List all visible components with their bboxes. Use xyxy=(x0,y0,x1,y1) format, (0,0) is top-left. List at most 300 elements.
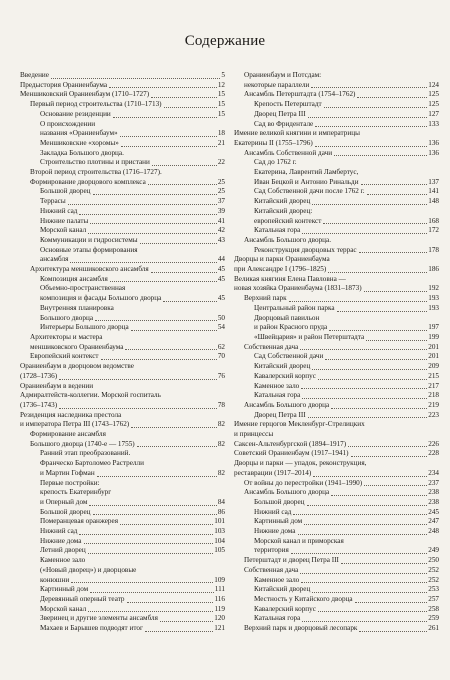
toc-entry-page: 15 xyxy=(217,109,225,118)
toc-entry-title: Европейский контекст xyxy=(30,352,99,361)
dot-leader xyxy=(300,572,427,574)
toc-entry-title: («Новый дворец») и дворцовые xyxy=(40,565,137,574)
toc-entry xyxy=(20,411,225,421)
toc-entry-title: новая хозяйка Ораниенбаума (1831–1873) xyxy=(234,284,362,293)
dot-leader xyxy=(51,77,220,79)
toc-entry xyxy=(20,401,225,411)
toc-entry-page: 121 xyxy=(214,624,225,633)
toc-entry xyxy=(234,614,439,624)
dot-leader xyxy=(97,475,217,477)
dot-leader xyxy=(291,552,427,554)
toc-entry-title: Кавалерский корпус xyxy=(254,604,316,613)
toc-entry-title: Меншиковские «хоромы» xyxy=(40,138,119,147)
toc-entry-title: Сад до 1762 г. xyxy=(254,158,297,167)
toc-entry-page: 141 xyxy=(428,187,439,196)
page-title: Содержание xyxy=(184,33,266,49)
toc-entry-page: 105 xyxy=(214,546,225,555)
dot-leader xyxy=(359,630,427,632)
dot-leader xyxy=(140,242,217,244)
toc-entry-title: Китайский дворец: xyxy=(254,206,313,215)
toc-entry-page: 44 xyxy=(217,255,225,264)
toc-entry xyxy=(20,382,225,392)
toc-entry xyxy=(234,284,439,294)
toc-entry-title: Дворцы и парки Ораниенбаума xyxy=(234,255,330,264)
dot-leader xyxy=(329,329,427,331)
toc-entry-title: Петерштадт и дворец Петра III xyxy=(244,556,339,565)
toc-entry-page: 101 xyxy=(214,517,225,526)
toc-entry xyxy=(20,420,225,430)
toc-entry xyxy=(234,537,439,547)
toc-entry-title: О происхождении xyxy=(40,119,96,128)
toc-entry-page: 54 xyxy=(217,323,225,332)
toc-entry-page: 148 xyxy=(428,197,439,206)
toc-entry-page: 247 xyxy=(428,517,439,526)
toc-entry-page: 82 xyxy=(217,420,225,429)
dot-leader xyxy=(88,232,217,234)
toc-entry-title: Дворцы и парки — упадок, реконструкция, xyxy=(234,459,367,468)
toc-entry xyxy=(234,149,439,159)
toc-entry-title: Верхний парк xyxy=(244,294,287,303)
dot-leader xyxy=(315,125,427,127)
toc-entry-title: Катальная гора xyxy=(254,226,301,235)
toc-entry-page: 12 xyxy=(217,80,225,89)
toc-entry-title: «Швейцария» и район Петерштадта xyxy=(254,332,365,341)
toc-entry-title: ансамбля xyxy=(40,255,69,264)
toc-entry-title: Ансамбль Петерштадта (1754–1762) xyxy=(244,90,356,99)
toc-entry-title: некоторые параллели xyxy=(244,80,310,89)
dot-leader xyxy=(88,610,213,612)
toc-entry-title: Ораниенбаум в дворцовом ведомстве xyxy=(20,362,134,371)
toc-entry xyxy=(234,527,439,537)
toc-entry-title: Резиденция наследника престола xyxy=(20,410,122,419)
toc-entry-title: (1736–1743) xyxy=(20,400,58,409)
toc-entry xyxy=(234,139,439,149)
toc-entry xyxy=(20,168,225,178)
toc-entry-page: 252 xyxy=(428,575,439,584)
toc-entry xyxy=(20,479,225,489)
toc-entry xyxy=(234,362,439,372)
toc-entry-title: Деревянный оперный театр xyxy=(40,594,125,603)
toc-entry-title: Ансамбль Большого дворца xyxy=(244,400,330,409)
toc-entry-page: 104 xyxy=(214,536,225,545)
dot-leader xyxy=(328,271,427,273)
toc-entry xyxy=(20,498,225,508)
toc-entry-title: Сад Собственной дачи xyxy=(254,352,324,361)
toc-entry-page: 223 xyxy=(428,410,439,419)
toc-entry-page: 258 xyxy=(428,604,439,613)
toc-column-right xyxy=(234,71,439,634)
toc-entry-page: 133 xyxy=(428,119,439,128)
toc-entry xyxy=(20,217,225,227)
toc-entry-page: 193 xyxy=(428,303,439,312)
dot-leader xyxy=(311,86,427,88)
dot-leader xyxy=(151,96,217,98)
toc-entry-title: Нижний сад xyxy=(40,527,78,536)
toc-entry-page: 15 xyxy=(217,90,225,99)
toc-entry-title: Кавалерский корпус xyxy=(254,371,316,380)
toc-entry-title: Первый период строительства (1710–1713) xyxy=(30,100,162,109)
dot-leader xyxy=(331,494,427,496)
dot-leader xyxy=(110,280,217,282)
toc-entry xyxy=(20,352,225,362)
toc-entry xyxy=(20,226,225,236)
toc-entry xyxy=(234,401,439,411)
dot-leader xyxy=(324,106,428,108)
dot-leader xyxy=(148,183,217,185)
toc-entry xyxy=(20,537,225,547)
toc-entry-page: 120 xyxy=(214,614,225,623)
toc-entry xyxy=(20,71,225,81)
toc-entry-page: 109 xyxy=(214,575,225,584)
toc-entry-page: 5 xyxy=(221,71,225,79)
toc-entry-title: Нижний сад xyxy=(40,206,78,215)
dot-leader xyxy=(93,193,217,195)
toc-entry xyxy=(234,479,439,489)
dot-leader xyxy=(109,86,217,88)
toc-entry xyxy=(20,255,225,265)
toc-entry xyxy=(234,71,439,81)
toc-entry-page: 86 xyxy=(217,507,225,516)
toc-entry-title: композиция и фасады Большого дворца xyxy=(40,294,162,303)
toc-entry xyxy=(20,614,225,624)
toc-entry-title: при Александре I (1796–1825) xyxy=(234,265,327,274)
toc-entry-page: 252 xyxy=(428,565,439,574)
toc-entry xyxy=(234,207,439,217)
toc-entry-page: 219 xyxy=(428,400,439,409)
toc-entry-page: 39 xyxy=(217,206,225,215)
toc-entry xyxy=(20,343,225,353)
toc-entry-title: Имение великой княгини и императрицы xyxy=(234,129,360,138)
toc-entry xyxy=(20,314,225,324)
dot-leader xyxy=(351,455,428,457)
toc-entry-title: Каменное зало xyxy=(40,556,86,565)
toc-entry xyxy=(234,517,439,527)
dot-leader xyxy=(120,135,217,137)
toc-entry-page: 178 xyxy=(428,245,439,254)
toc-entry-title: Дворцовый павильон xyxy=(254,313,320,322)
toc-entry-title: Померанцевая оранжерея xyxy=(40,517,119,526)
toc-entry-title: названия «Ораниенбаум» xyxy=(40,129,118,138)
toc-entry xyxy=(234,391,439,401)
toc-entry xyxy=(234,236,439,246)
toc-entry-page: 237 xyxy=(428,478,439,487)
toc-entry xyxy=(234,294,439,304)
dot-leader xyxy=(121,145,217,147)
toc-entry-page: 197 xyxy=(428,323,439,332)
toc-entry xyxy=(20,294,225,304)
toc-entry-title: Морской канал xyxy=(40,604,87,613)
toc-entry-page: 127 xyxy=(428,109,439,118)
toc-entry-title: Картинный дом xyxy=(254,517,303,526)
toc-entry-page: 215 xyxy=(428,371,439,380)
toc-entry xyxy=(234,129,439,139)
toc-entry-page: 250 xyxy=(428,556,439,565)
dot-leader xyxy=(93,513,217,515)
toc-entry-page: 124 xyxy=(428,80,439,89)
toc-entry xyxy=(234,323,439,333)
toc-entry-page: 248 xyxy=(428,527,439,536)
toc-entry-title: и район Красного пруда xyxy=(254,323,328,332)
toc-entry xyxy=(234,459,439,469)
toc-entry xyxy=(20,304,225,314)
toc-entry xyxy=(234,255,439,265)
toc-entry-title: (1728–1736) xyxy=(20,371,58,380)
toc-entry-title: Екатерины II (1755–1796) xyxy=(234,138,313,147)
dot-leader xyxy=(293,513,427,515)
toc-entry-page: 22 xyxy=(217,158,225,167)
dot-leader xyxy=(113,116,217,118)
dot-leader xyxy=(367,193,428,195)
toc-entry xyxy=(20,158,225,168)
toc-entry-title: Махаев и Барышев подводят итог xyxy=(40,624,143,633)
toc-entry-page: 172 xyxy=(428,226,439,235)
toc-entry xyxy=(20,275,225,285)
toc-entry-title: Закладка Большого дворца. xyxy=(40,148,124,157)
toc-entry-title: Дворец Петра III xyxy=(254,109,306,118)
dot-leader xyxy=(364,484,427,486)
toc-entry-title: европейский контекст xyxy=(254,216,322,225)
toc-entry xyxy=(20,430,225,440)
toc-entry-page: 201 xyxy=(428,352,439,361)
toc-entry-page: 245 xyxy=(428,507,439,516)
toc-entry-page: 119 xyxy=(214,604,225,613)
toc-entry-title: Китайский дворец xyxy=(254,585,311,594)
dot-leader xyxy=(145,630,213,632)
dot-leader xyxy=(341,562,427,564)
toc-entry xyxy=(234,217,439,227)
toc-entry xyxy=(20,576,225,586)
toc-entry-title: Большой дворец xyxy=(40,507,91,516)
toc-entry xyxy=(234,595,439,605)
toc-entry-page: 70 xyxy=(217,352,225,361)
toc-entry xyxy=(234,469,439,479)
toc-entry-title: Реконструкция дворцовых террас xyxy=(254,245,357,254)
toc-entry xyxy=(20,90,225,100)
toc-entry-title: Интерьеры Большого дворца xyxy=(40,323,129,332)
toc-entry xyxy=(20,129,225,139)
toc-entry-title: Адмиралтейств-коллегии. Морской госпиталь xyxy=(20,391,161,400)
toc-entry-title: Внутренняя планировка xyxy=(40,303,114,312)
toc-entry xyxy=(234,440,439,450)
toc-entry-page: 261 xyxy=(428,624,439,633)
dot-leader xyxy=(160,620,213,622)
toc-entry-title: От войны до перестройки (1941–1990) xyxy=(244,478,363,487)
toc-entry-title: и принцессы xyxy=(234,430,274,439)
toc-entry xyxy=(234,430,439,440)
toc-entry-page: 228 xyxy=(428,449,439,458)
toc-entry-page: 199 xyxy=(428,332,439,341)
toc-entry-title: территория xyxy=(254,546,289,555)
toc-entry xyxy=(20,469,225,479)
toc-entry-page: 136 xyxy=(428,148,439,157)
toc-entry xyxy=(20,178,225,188)
toc-entry-title: Основание резиденции xyxy=(40,109,111,118)
toc-entry xyxy=(234,576,439,586)
dot-leader xyxy=(323,222,427,224)
toc-entry xyxy=(234,110,439,120)
toc-entry-page: 18 xyxy=(217,129,225,138)
toc-entry xyxy=(234,382,439,392)
toc-entry-title: Местность у Китайского дворца xyxy=(254,594,353,603)
toc-entry xyxy=(234,265,439,275)
toc-entry-title: Основные этапы формирования xyxy=(40,245,138,254)
toc-entry xyxy=(20,459,225,469)
toc-entry xyxy=(234,275,439,285)
toc-entry xyxy=(20,207,225,217)
dot-leader xyxy=(318,610,427,612)
toc-entry-page: 168 xyxy=(428,216,439,225)
dot-leader xyxy=(313,475,427,477)
toc-entry-title: Первые постройки: xyxy=(40,478,100,487)
toc-entry-page: 259 xyxy=(428,614,439,623)
toc-entry-title: Нижний сад xyxy=(254,507,292,516)
toc-entry-title: и Мартин Гофман xyxy=(40,468,95,477)
toc-entry xyxy=(20,508,225,518)
toc-entry-title: Сад Собственной дачи после 1762 г. xyxy=(254,187,365,196)
toc-entry-page: 62 xyxy=(217,342,225,351)
toc-entry-page: 209 xyxy=(428,362,439,371)
toc-entry xyxy=(20,546,225,556)
toc-entry xyxy=(234,197,439,207)
toc-entry xyxy=(234,178,439,188)
toc-entry-title: Формирование дворцового комплекса xyxy=(30,177,146,186)
toc-entry-page: 238 xyxy=(428,497,439,506)
toc-entry-page: 78 xyxy=(217,400,225,409)
toc-entry xyxy=(20,139,225,149)
toc-entry-title: Объемно-пространственная xyxy=(40,284,126,293)
toc-entry-title: Зверинец и другие элементы ансамбля xyxy=(40,614,158,623)
dot-leader xyxy=(334,154,427,156)
toc-entry xyxy=(20,110,225,120)
dot-leader xyxy=(289,300,428,302)
toc-entry-title: Морской канал xyxy=(40,226,87,235)
dot-leader xyxy=(300,348,427,350)
toc-entry-title: Собственная дача xyxy=(244,342,299,351)
toc-entry-title: Архитектура меншиковского ансамбля xyxy=(30,265,149,274)
toc-entry-title: меншиковского Ораниенбаума xyxy=(30,342,124,351)
dot-leader xyxy=(361,183,428,185)
toc-entry xyxy=(20,187,225,197)
toc-entry-title: Картинный дом xyxy=(40,585,89,594)
dot-leader xyxy=(308,416,428,418)
toc-entry xyxy=(234,420,439,430)
toc-entry-title: Большого дворца xyxy=(40,313,94,322)
dot-leader xyxy=(337,310,428,312)
toc-entry-page: 50 xyxy=(217,313,225,322)
dot-leader xyxy=(125,348,216,350)
toc-entry-title: Собственная дача xyxy=(244,565,299,574)
toc-entry-page: 82 xyxy=(217,439,225,448)
toc-entry xyxy=(20,333,225,343)
toc-entry-title: Большой дворец xyxy=(254,497,305,506)
toc-entry xyxy=(20,197,225,207)
toc-entry-title: крепость Екатеринбург xyxy=(40,488,112,497)
dot-leader xyxy=(366,339,427,341)
toc-entry-title: Саксен-Альтенбургской (1894–1917) xyxy=(234,439,347,448)
toc-entry-page: 193 xyxy=(428,294,439,303)
toc-entry xyxy=(234,498,439,508)
toc-entry xyxy=(234,187,439,197)
dot-leader xyxy=(70,261,216,263)
toc-entry-title: Большой дворец xyxy=(40,187,91,196)
toc-entry xyxy=(20,391,225,401)
dot-leader xyxy=(325,358,427,360)
toc-entry-page: 136 xyxy=(428,138,439,147)
toc-entry-page: 257 xyxy=(428,594,439,603)
toc-entry-title: Дворец Петра III xyxy=(254,410,306,419)
dot-leader xyxy=(152,164,217,166)
toc-entry xyxy=(20,595,225,605)
dot-leader xyxy=(304,523,427,525)
toc-entry-page: 238 xyxy=(428,488,439,497)
toc-entry xyxy=(20,585,225,595)
dot-leader xyxy=(318,378,427,380)
toc-entry-page: 192 xyxy=(428,284,439,293)
dot-leader xyxy=(90,591,214,593)
toc-entry xyxy=(20,440,225,450)
toc-entry xyxy=(234,100,439,110)
toc-entry xyxy=(234,81,439,91)
toc-entry-title: Предыстория Ораниенбаума xyxy=(20,80,108,89)
toc-entry xyxy=(20,566,225,576)
toc-entry-title: Нижние палаты xyxy=(40,216,89,225)
dot-leader xyxy=(364,290,428,292)
dot-leader xyxy=(59,407,217,409)
toc-entry-title: Катальная гора xyxy=(254,391,301,400)
toc-entry-page: 253 xyxy=(428,585,439,594)
dot-leader xyxy=(163,300,217,302)
toc-entry-page: 76 xyxy=(217,371,225,380)
toc-entry-title: Каменное зало xyxy=(254,575,300,584)
toc-entry-title: Центральный район парка xyxy=(254,303,335,312)
toc-entry-title: Великая княгиня Елена Павловна — xyxy=(234,274,346,283)
toc-entry-page: 137 xyxy=(428,177,439,186)
toc-entry-page: 186 xyxy=(428,265,439,274)
toc-entry-page: 217 xyxy=(428,381,439,390)
toc-entry-title: Сад во Фридентале xyxy=(254,119,314,128)
toc-entry xyxy=(234,168,439,178)
toc-entry-title: Ансамбль Большого дворца. xyxy=(244,235,331,244)
dot-leader xyxy=(348,445,427,447)
toc-entry xyxy=(234,508,439,518)
toc-entry-page: 111 xyxy=(214,585,225,594)
toc-entry xyxy=(20,517,225,527)
dot-leader xyxy=(151,271,217,273)
toc-entry-page: 234 xyxy=(428,468,439,477)
toc-entry xyxy=(234,585,439,595)
dot-leader xyxy=(84,542,214,544)
toc-entry-title: Екатерина, Лаврентий Ламбертус, xyxy=(254,168,359,177)
toc-entry-page: 45 xyxy=(217,274,225,283)
toc-entry xyxy=(234,90,439,100)
toc-entry-page: 21 xyxy=(217,138,225,147)
toc-entry xyxy=(234,333,439,343)
toc-entry xyxy=(20,236,225,246)
dot-leader xyxy=(71,581,213,583)
dot-leader xyxy=(359,251,428,253)
toc-entry-title: Ансамбль Большого дворца xyxy=(244,488,330,497)
toc-entry-page: 249 xyxy=(428,546,439,555)
toc-entry-title: реставрации (1917–2014) xyxy=(234,468,312,477)
toc-entry xyxy=(20,284,225,294)
toc-entry xyxy=(20,362,225,372)
toc-entry xyxy=(20,556,225,566)
toc-column-left xyxy=(20,71,225,634)
toc-entry-title: Формирование ансамбля xyxy=(30,430,106,439)
toc-entry xyxy=(20,149,225,159)
toc-entry-title: Китайский дворец xyxy=(254,197,311,206)
toc-entry xyxy=(234,120,439,130)
